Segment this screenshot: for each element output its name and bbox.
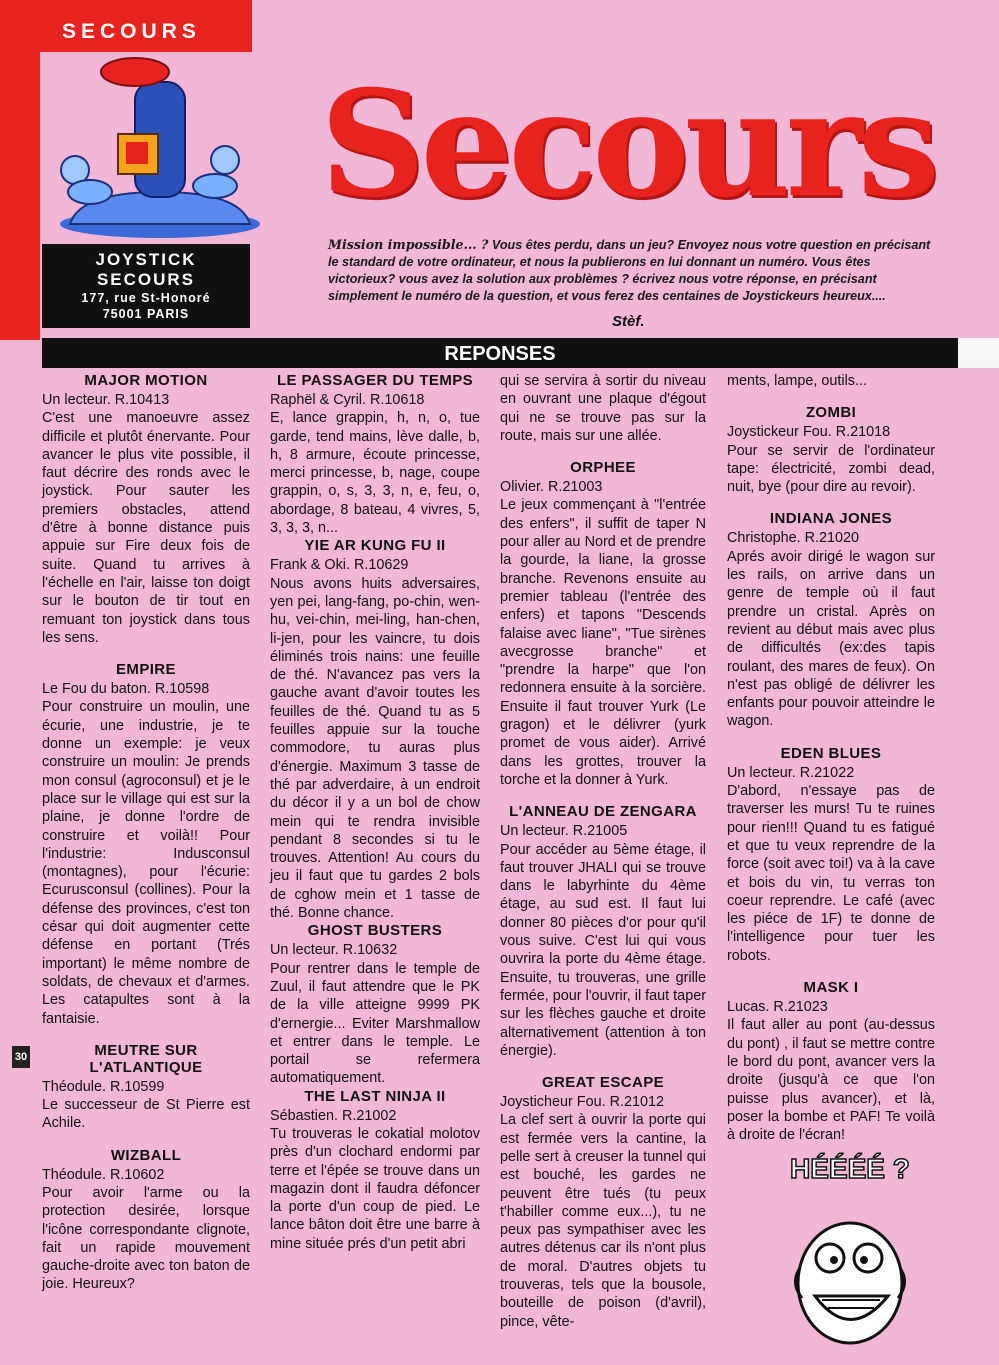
section-body: qui se servira à sortir du niveau en ouvrant une plaque d'égout qui ne se trouve pas sur la route, mais sur une allée. [500, 373, 706, 444]
answer-section [42, 372, 250, 647]
header-tab [0, 0, 252, 52]
address-line-4: 75001 PARIS [102, 307, 190, 321]
robot-right-head [211, 146, 239, 174]
section-author: Christophe. R.21020 [727, 530, 859, 547]
section-title: MASK I [803, 979, 859, 997]
answer-section [500, 803, 706, 1060]
intro-text [328, 236, 940, 305]
section-author: Un lecteur. R.10413 [42, 392, 170, 408]
section-body: Pour accéder au 5ème étage, il faut trouver JHALI qui se trouve dans le labyrhinte du 4ème étage, au sud est. Il faut lui donner 80 pièces d'or pour qu'il vous suive. C'est lui qui vous ouvrira la porte du 4ème étage. Ensuite, tu trouveras, une grille fermée, pour l'ouvrir, il faut taper sur les flèches gauche et droite alternativement (attention à ton énergie). [500, 841, 706, 1059]
section-body: Pour se servir de l'ordinateur tape: électricité, zombi dead, nuit, bye (pour dire au revoir). [727, 442, 935, 496]
section-author: Frank & Oki. R.10629 [270, 557, 409, 574]
banner-tail [958, 338, 999, 368]
tab-label: SECOURS [62, 20, 201, 43]
section-title: MAJOR MOTION [84, 372, 208, 389]
section-title: EDEN BLUES [780, 744, 882, 762]
answer-section [270, 1088, 480, 1253]
signature: Stèf. [612, 313, 645, 330]
answer-section [727, 510, 935, 730]
article-column-4 [727, 372, 935, 1144]
answer-section [42, 1042, 250, 1133]
article-column-2 [270, 372, 480, 1253]
answer-section [500, 1074, 706, 1331]
cartoon-face [770, 1148, 950, 1348]
section-body: D'abord, n'essaye pas de traverser les murs! Tu te ruines pour rien!!! Quand tu es fatigué et que tu veux reprendre de la force (soit avec toi!) va à la cave et bois du vin, tu verras ton coeur reprendre. Le café (avec les piéce de 1F) te donne de l'intelligence pour tuer les robots. [727, 783, 935, 964]
address-box [42, 244, 250, 328]
red-side-bar [0, 52, 40, 340]
section-title: GHOST BUSTERS [307, 922, 443, 940]
section-author: Un lecteur. R.21005 [500, 823, 628, 840]
section-title: ZOMBI [805, 404, 857, 422]
section-body: Aprés avoir dirigé le wagon sur les rails, on arrive dans un genre de temple où il faut prendre un cristal. Après on revient au début mais avec plus de difficultés (ex:des tapis roulant, des mares de feux). On n'est pas obligé de délivrer les enfants pour pouvoir atteindre le wagon. [727, 548, 935, 730]
section-title: MEUTRE SUR L'ATLANTIQUE [89, 1041, 203, 1076]
answer-section [42, 1147, 250, 1294]
section-author: Le Fou du baton. R.10598 [42, 681, 210, 698]
face-left-pupil [830, 1256, 838, 1264]
section-body: Nous avons huits adversaires, yen pei, lang-fang, po-chin, wen-hu, vei-chin, mei-ling, han-chen, li-jen, pour les vaincre, tu dois éliminés trois nains: une feuille de thé. N'avancez pas vers la gauche avant d'avoir toutes les feuilles de thé. Quand tu as 5 feuilles appuie sur la touche commodore, tu auras plus d'énergie. Maximum 3 tasse de thé par adverdaire, à un endroit du décor il y a un bol de chow mein qui te rendra invisible pendant 8 secondes si tu le trouves. Attention! Au cours du jeu il faut que tu gardes 2 bols de cghow mein et 1 tasse de thé. Bonne chance. [270, 575, 480, 922]
section-body: C'est une manoeuvre assez difficile et plutôt énervante. Pour avancer le plus vite possible, il faut décrire des ronds avec le joystick. Pour sauter les premiers obstacles, attend d'être à bonne distance puis appuie sur Fire deux fois de suite. Quand tu arrives à l'échelle en l'air, laisse ton doigt sur le bouton de tir tout en remuant ton joystick dans tous les sens. [42, 410, 250, 646]
joystick-illustration [40, 52, 270, 240]
section-author: Lucas. R.21023 [727, 999, 828, 1016]
face-right-eye [854, 1244, 882, 1272]
section-body: Pour avoir l'arme ou la protection desirée, lorsque l'icône correspondante clignote, fait un rapide mouvement gauche-droite avec ton baton de joie. Heureux? [42, 1184, 250, 1293]
answer-section [727, 404, 935, 496]
section-author: Olivier. R.21003 [500, 479, 603, 496]
section-author: Raphël & Cyril. R.10618 [270, 392, 425, 408]
section-title: ORPHEE [570, 459, 636, 477]
section-title: INDIANA JONES [769, 510, 893, 528]
face-head [798, 1223, 902, 1343]
article-column-1 [42, 372, 250, 1294]
section-body: La clef sert à ouvrir la porte qui est fermée vers la cantine, la pelle sert à creuser la tunnel qui est bouché, les gardes ne peuvent être tués (tu peux t'habiller comme eux...), tu ne peux pas sympathiser avec les autres détenus car ils n'ont plus de moral. D'autres objets tu trouveras, tels que la bousole, bouteille de poison (d'avril), pince, vête- [500, 1112, 706, 1330]
section-body: Le jeux commençant à "l'entrée des enfers", il suffit de taper N pour aller au Nord et de prendre la gourde, la liane, la grosse branche. Revenons ensuite au premier tableau (l'entrée des enfers) et tapons "Descends falaise avec liane", "Tue sirènes avecgrosse branche" et "prendre la harpe" que l'on redonnera ensuite à la sorcière. Ensuite il faut trouver Yurk (Le gragon) et le délivrer (yurk promet de vous aider). Arrivé dans les grottes, trouver la torche et la donner à Yurk. [500, 497, 706, 788]
section-author: Un lecteur. R.21022 [727, 764, 855, 781]
answer-section [270, 922, 480, 1087]
computer-screen [126, 142, 148, 164]
section-body: Il faut aller au pont (au-dessus du pont) , il faut se mettre contre le bord du pont, avancer vers la droite (jusqu'à ce que l'on puisse plus avancer), et là, poser la bombe et PAF! Te voilà à droite de l'écran! [727, 1017, 935, 1144]
section-author: Joystickeur Fou. R.21018 [727, 424, 891, 441]
section-body: Tu trouveras le cokatial molotov près d'un clochard endormi par terre et l'épée se trouve dans un magazin dont il faudra défoncer la porte d'un coup de pied. Le lance bâton doit être une barre à mine située prés d'un petit abri [270, 1125, 480, 1252]
answer-section [500, 372, 706, 445]
answer-section [727, 979, 935, 1144]
section-author: Théodule. R.10602 [42, 1166, 165, 1183]
answer-section [500, 459, 706, 789]
section-title: THE LAST NINJA II [304, 1087, 446, 1105]
address-line-2: SECOURS [96, 270, 196, 289]
answer-section [727, 745, 935, 965]
section-title: L'ANNEAU DE ZENGARA [509, 803, 697, 821]
page-title: Secours [320, 59, 935, 230]
intro-body: Vous êtes perdu, dans un jeu? Envoyez nous votre question en précisant le standard de votre ordinateur, et nous la publierons en lui donnant un numéro. Vous êtes victorieux? vous avez la solution aux problèmes ? écrivez nous votre réponse, en précisant simplement le numéro de la question, et vous ferez des centaines de Joystickeurs heureux.... [328, 238, 931, 303]
section-banner [42, 338, 958, 368]
address-line-1: JOYSTICK [95, 250, 197, 269]
section-author: Un lecteur. R.10632 [270, 942, 398, 959]
robot-right-body [193, 174, 237, 198]
intro-lead: Mission impossible... ? [328, 237, 489, 252]
page-number: 30 [12, 1046, 30, 1068]
section-title: WIZBALL [110, 1146, 182, 1164]
face-shout-text: HÉÉÉÉ ? [790, 1153, 910, 1184]
answer-section [270, 537, 480, 922]
section-title: GREAT ESCAPE [541, 1074, 665, 1092]
section-author: Joysticheur Fou. R.21012 [500, 1094, 664, 1111]
section-title: EMPIRE [116, 661, 176, 679]
joystick-top [101, 58, 169, 86]
section-body: Pour rentrer dans le temple de Zuul, il faut attendre que le PK de la ville atteigne 9999 PK d'ernergie... Eviter Marshmallow et entrer dans le temple. Le portail se refermera automatiquement. [270, 960, 480, 1087]
section-body: Le successeur de St Pierre est Achile. [42, 1097, 250, 1132]
section-body: ments, lampe, outils... [727, 373, 867, 389]
answer-section [270, 372, 480, 537]
face-left-eye [816, 1244, 844, 1272]
section-author: Sébastien. R.21002 [270, 1107, 397, 1124]
robot-left-body [68, 180, 112, 204]
banner-title: REPONSES [444, 343, 556, 365]
answer-section [727, 372, 935, 390]
face-right-pupil [860, 1256, 868, 1264]
address-line-3: 177, rue St-Honoré [81, 291, 211, 305]
section-title: YIE AR KUNG FU II [304, 537, 446, 555]
article-column-3 [500, 372, 706, 1331]
section-author: Théodule. R.10599 [42, 1078, 165, 1095]
section-body: Pour construire un moulin, une écurie, une industrie, je te donne un exemple: je veux construire un moulin: Je prends mon consul (agroconsul) et je le place sur le village qui est sur la plaine, je donne l'ordre de construire et voilà!! Pour l'industrie: Indusconsul (montagnes), pour l'écurie: Ecurusconsul (collines). Pour la défense des provinces, c'est ton césar qui doit augmenter cette défense en portant (Trés important) le même nombre de soldats, de chevaux et d'armes. Les catapultes sont à la fantaisie. [42, 699, 250, 1027]
section-body: E, lance grappin, h, n, o, tue garde, tend mains, lève dalle, b, h, 8 armure, écoute princesse, merci princesse, b, nage, coupe grappin, o, s, 3, 3, n, e, feu, o, abordage, 8 bateau, 4 vivres, 5, 3, 3, 3, n... [270, 410, 480, 537]
section-title: LE PASSAGER DU TEMPS [276, 372, 474, 389]
answer-section [42, 661, 250, 1028]
